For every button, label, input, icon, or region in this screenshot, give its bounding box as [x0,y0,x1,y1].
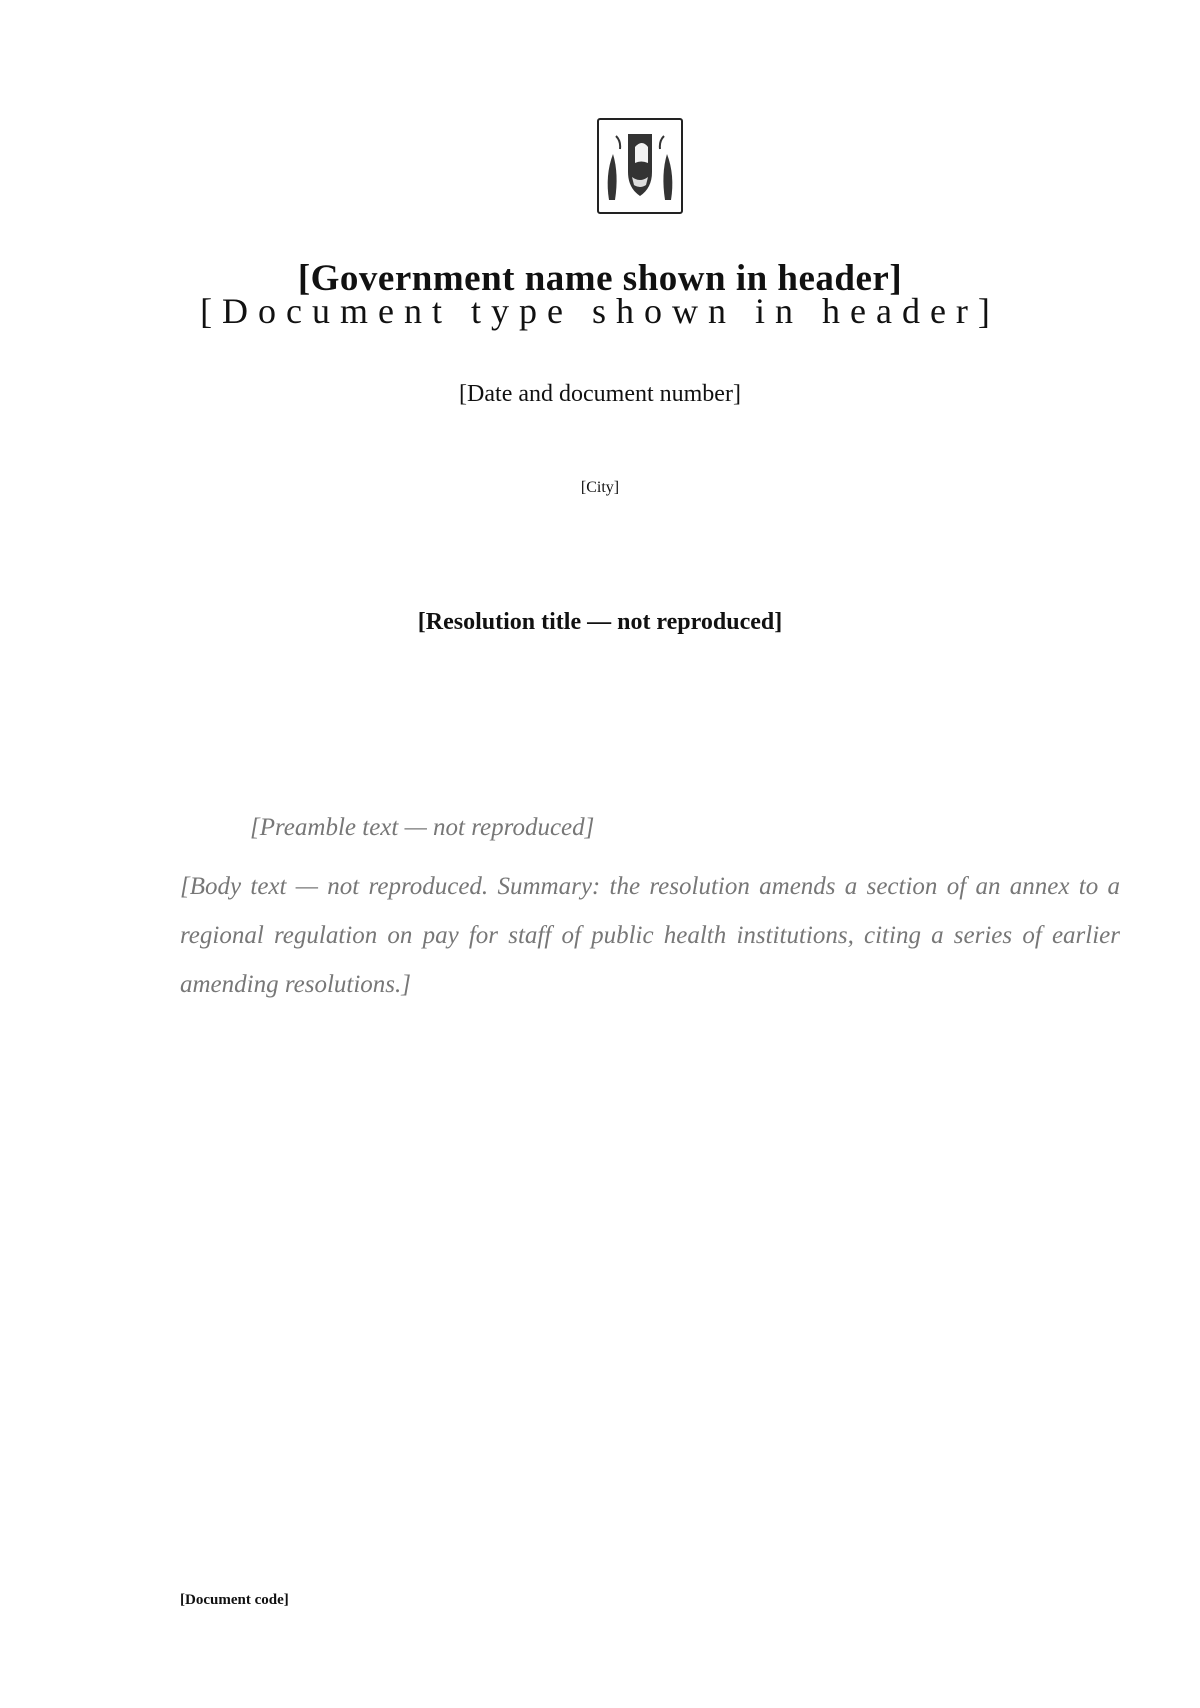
document-city: [City] [580,479,620,496]
body-paragraph-1: [Body text — not reproduced. Summary: the resolution amends a section of an annex to a regional regulation on pay for staff of public health institutions, citing a series of earlier amending resolutions.] [180,873,1120,998]
preamble-text: [Preamble text — not reproduced] [250,814,595,841]
government-name: [Government name shown in header] [297,257,903,299]
document-type: [Document type shown in header] [200,291,1000,331]
document-date-number: [Date and document number] [459,381,741,407]
preamble [250,814,1130,842]
document-title: [Resolution title — not reproduced] [417,608,783,635]
coat-of-arms-icon [597,118,683,214]
document-code: [Document code] [180,1592,289,1608]
